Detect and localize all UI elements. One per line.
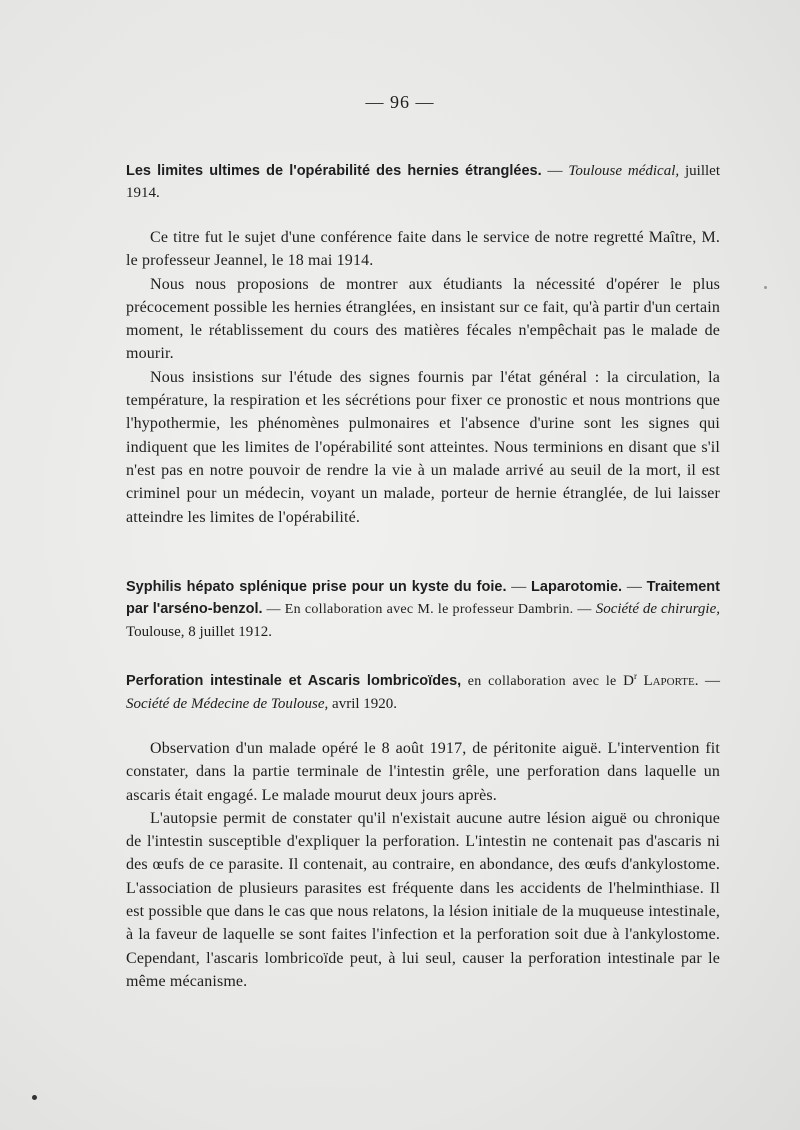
section1-body xyxy=(126,226,720,529)
section3-author: Laporte. xyxy=(636,673,699,689)
section2-header xyxy=(126,576,720,643)
section2-sep-1: — xyxy=(506,579,532,595)
section1-dash: — xyxy=(541,163,569,179)
section3-paragraph-2: L'autopsie permit de constater qu'il n'existait aucune autre lésion aiguë ou chronique de l'intestin susceptible d'expliquer la perforation. L'intestin ne contenait pas d'ascaris ni des œufs de ce parasite. Il contenait, au contraire, en abondance, des œufs d'ankylostome. L'association de plusieurs parasites est fréquente dans les accidents de l'helminthiase. Il est possible que dans le cas que nous relatons, la lésion initiale de la muqueuse intestinale, à la faveur de laquelle se sont faites l'infection et la perforation soit due à l'ankylostome. Cependant, l'ascaris lombricoïde peut, à lui seul, causer la perforation intestinale par le même mécanisme. xyxy=(126,809,720,990)
section1-paragraph-3: Nous insistions sur l'étude des signes fournis par l'état général : la circulation, la température, la respiration et les sécrétions pour fixer ce pronostic et nous montrions que l'hypothermie, les phénomènes pulmonaires et l'absence d'urine sont les signes qui indiquent que les limites de l'opérabilité sont atteintes. Nous terminions en disant que s'il n'est pas en notre pouvoir de rendre la vie à un malade arrivé au seuil de la mort, il est criminel pour un médecin, voyant un malade, porteur de hernie étranglée, de lui laisser atteindre les limites de l'opérabilité. xyxy=(126,368,720,526)
section3-collaboration: en collaboration avec le xyxy=(461,674,624,689)
section3-date: avril 1920. xyxy=(328,696,398,712)
section2-title-1: Syphilis hépato splénique prise pour un kyste du foie. xyxy=(126,579,507,595)
section3-dr: D xyxy=(623,673,634,689)
section1-header xyxy=(126,160,720,204)
section2-sep-2: — xyxy=(622,579,647,595)
section2-collaboration: — En collaboration avec M. le professeur Dambrin. — xyxy=(262,602,596,617)
section3-journal: Société de Médecine de Toulouse, xyxy=(126,696,329,712)
section2-title-2: Laparotomie. xyxy=(531,579,623,595)
section3-body xyxy=(126,737,720,993)
section1-paragraph-2: Nous nous proposions de montrer aux étudiants la nécessité d'opérer le plus précocement possible les hernies étranglées, en insistant sur ce fait, qu'à partir d'un certain moment, le rétablissement du cours des matières fécales n'empêchait pas le malade de mourir. xyxy=(126,275,720,363)
section3-title: Perforation intestinale et Ascaris lombricoïdes, xyxy=(126,673,462,689)
section1-title: Les limites ultimes de l'opérabilité des hernies étranglées. xyxy=(126,163,542,179)
section1-paragraph-1: Ce titre fut le sujet d'une conférence faite dans le service de notre regretté Maître, M. le professeur Jeannel, le 18 mai 1914. xyxy=(126,229,720,270)
ink-speck-mark xyxy=(764,286,767,289)
section3-paragraph-1: Observation d'un malade opéré le 8 août 1917, de péritonite aiguë. L'intervention fit constater, dans la partie terminale de l'intestin grêle, une perforation dans laquelle un ascaris était engagé. Le malade mourut deux jours après. xyxy=(126,740,720,804)
section3-dash: — xyxy=(698,673,721,689)
section1-journal: Toulouse médical, xyxy=(568,163,680,179)
page-number: — 96 — xyxy=(365,92,435,112)
section3-header xyxy=(126,670,720,715)
section2-title-3: Traitement par l'arséno-benzol. xyxy=(126,579,720,617)
ink-speck-mark xyxy=(32,1095,37,1100)
section3-dr-sup: r xyxy=(633,671,637,681)
section1-date: juillet 1914. xyxy=(126,163,721,201)
section2-journal: Société de chirurgie, xyxy=(595,601,720,617)
section2-date: Toulouse, 8 juillet 1912. xyxy=(126,624,273,640)
